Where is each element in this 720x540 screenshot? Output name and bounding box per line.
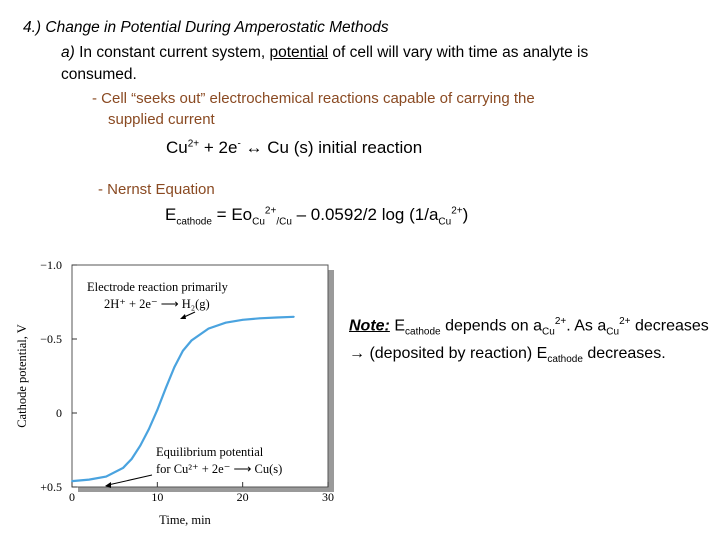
slide-heading: 4.) Change in Potential During Amperostatic Methods — [23, 19, 389, 36]
reaction-cu: Cu — [166, 138, 188, 157]
curve-point — [88, 479, 90, 481]
eq-cathode-sub: cathode — [176, 216, 212, 228]
curve-point — [165, 387, 167, 389]
eq-couple-sub-1: Cu — [252, 216, 265, 228]
reaction-cu-charge: 2+ — [187, 138, 200, 150]
reaction-rest: ↔ Cu (s) initial reaction — [245, 138, 423, 157]
curve-point — [156, 409, 158, 411]
y-tick-label: 0 — [56, 406, 62, 420]
eq-cu-sub: Cu — [438, 216, 452, 228]
cathode-potential-chart — [12, 258, 337, 533]
x-tick-label: 20 — [236, 490, 249, 504]
annotation-bottom-text: Equilibrium potential — [156, 445, 264, 459]
note-cathode-sub-2: cathode — [547, 353, 583, 365]
sub-point-cell — [92, 88, 535, 130]
note-t3: decreases — [634, 317, 709, 335]
eq-close: ) — [462, 205, 469, 224]
note-cu-sub-2: Cu — [606, 326, 620, 338]
nernst-equation — [165, 205, 468, 227]
copper-reaction — [166, 138, 422, 158]
note-t2: . As a — [566, 317, 607, 335]
x-tick-label: 30 — [322, 490, 334, 504]
curve-point — [259, 317, 261, 319]
y-axis-label: Cathode potential, V — [15, 324, 29, 428]
eq-cu-sup: 2+ — [451, 205, 463, 217]
x-axis-label: Time, min — [159, 513, 211, 527]
curve-point — [208, 328, 210, 330]
annotation-top-text: Electrode reaction primarily — [87, 280, 228, 294]
curve-point — [139, 445, 141, 447]
curve-point — [276, 317, 278, 319]
note-cu-sup-1: 2+ — [554, 316, 567, 327]
curve-point — [122, 467, 124, 469]
note-cu-sub-1: Cu — [542, 326, 555, 338]
eq-couple-sup: 2+ — [264, 205, 277, 217]
curve-point — [131, 458, 133, 460]
note-t1: depends on a — [445, 317, 543, 335]
curve-point — [225, 322, 227, 324]
nernst-label: - Nernst Equation — [98, 181, 215, 198]
point-a-marker: a) — [61, 44, 75, 61]
eq-couple-sub-2: /Cu — [276, 216, 292, 228]
note-cathode-sub: cathode — [405, 326, 441, 338]
curve-point — [242, 319, 244, 321]
curve-point — [174, 366, 176, 368]
y-tick-label: −0.5 — [40, 332, 62, 346]
y-tick-label: +0.5 — [40, 480, 62, 494]
curve-point — [182, 350, 184, 352]
sub-point-cell-line-2: supplied current — [108, 111, 215, 128]
eq-e0: = Eo — [216, 205, 253, 224]
curve-point — [293, 316, 295, 318]
reaction-electron-charge: - — [237, 138, 241, 150]
cathode-potential-figure — [12, 258, 337, 533]
x-tick-label: 0 — [69, 490, 75, 504]
note-t4: (deposited by reaction) E — [369, 344, 548, 362]
note-label: Note: — [349, 317, 390, 335]
eq-minus-term: – 0.0592/2 log (1/a — [296, 205, 439, 224]
reaction-electrons: + 2e — [203, 138, 238, 157]
y-tick-label: −1.0 — [40, 258, 62, 272]
point-a-text-1: In constant current system, — [79, 44, 266, 61]
curve-point — [71, 480, 73, 482]
annotation-bottom-formula: for Cu²⁺ + 2e⁻ ⟶ Cu(s) — [156, 462, 283, 476]
point-a-potential: potential — [269, 44, 329, 61]
x-tick-label: 10 — [151, 490, 164, 504]
curve-point — [191, 340, 193, 342]
note-arrow: → — [349, 344, 365, 362]
note-cu-sup-2: 2+ — [619, 316, 631, 327]
eq-e: E — [165, 205, 177, 224]
note-block — [349, 311, 714, 370]
sub-point-cell-line-1: - Cell “seeks out” electrochemical reactions capable of carrying the — [92, 90, 535, 107]
point-a — [61, 42, 661, 86]
note-e: E — [394, 317, 406, 335]
curve-point — [148, 428, 150, 430]
note-t5: decreases. — [587, 344, 666, 362]
curve-point — [105, 476, 107, 478]
point-a-text-2: of cell will vary with time as analyte is consumed. — [61, 44, 589, 83]
annotation-top-formula: 2H⁺ + 2e⁻ ⟶ H₂(g) — [104, 297, 210, 311]
